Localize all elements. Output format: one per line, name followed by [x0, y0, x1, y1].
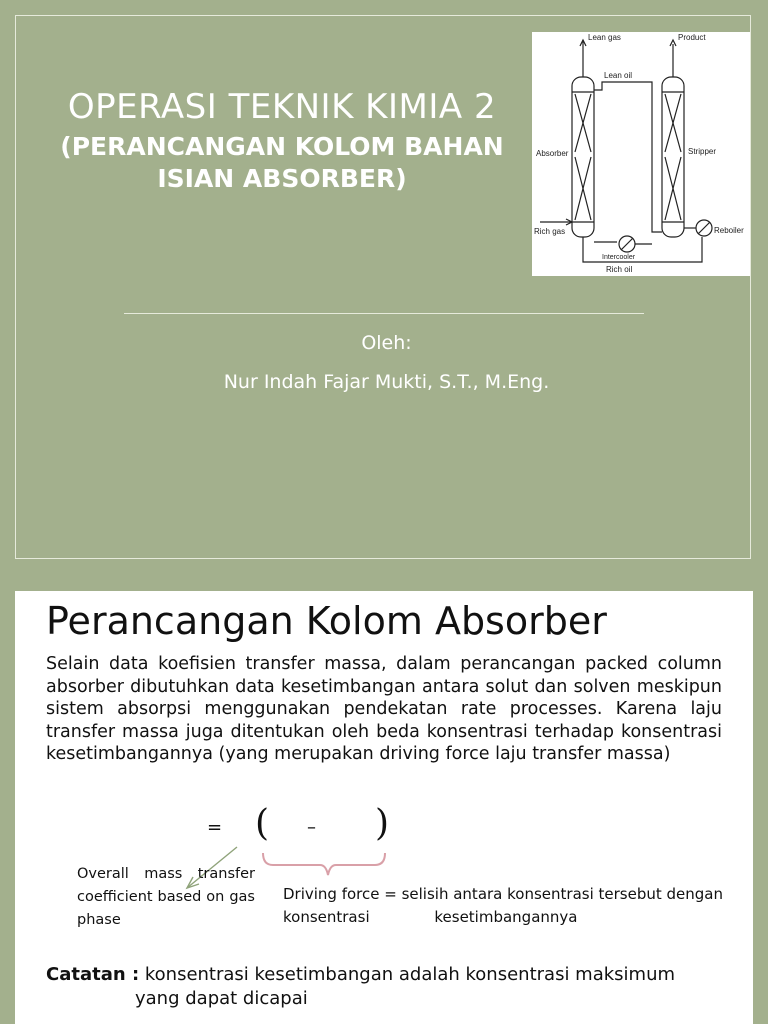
- driving-force-note: [283, 883, 749, 929]
- process-flow-svg: [532, 32, 750, 276]
- by-label: Oleh:: [361, 332, 412, 354]
- equation-equals: =: [207, 817, 223, 838]
- slide-title: OPERASI TEKNIK KIMIA 2: [67, 87, 497, 127]
- note-block: [46, 963, 722, 1011]
- title-slide: [15, 15, 751, 559]
- driving-force-line-1: Driving force = selisih antara konsentrasi tersebut dengan: [283, 885, 723, 903]
- content-slide: [15, 591, 753, 1024]
- divider-line: [124, 313, 644, 314]
- subtitle-line-1: (PERANCANGAN KOLOM BAHAN: [60, 132, 504, 161]
- slide-subtitle: [26, 131, 538, 195]
- driving-force-line-2: konsentrasi kesetimbangannya: [283, 908, 578, 926]
- label-product: Product: [678, 33, 706, 42]
- label-lean-oil: Lean oil: [604, 71, 633, 80]
- note-line-1: konsentrasi kesetimbangan adalah konsentrasi maksimum: [139, 964, 676, 985]
- note-line-2: yang dapat dicapai: [135, 988, 308, 1009]
- absorber-stripper-diagram: [532, 32, 750, 276]
- body-paragraph: Selain data koefisien transfer massa, dalam perancangan packed column absorber dibutuhkan data kesetimbangan antara solut dan solven meskipun sistem absorpsi menggunakan pendekatan rate processes. Karena laju transfer massa juga ditentukan oleh beda konsentrasi terhadap konsentrasi kesetimbangannya (yang merupakan driving force laju transfer massa): [46, 654, 722, 764]
- equation-minus: –: [307, 817, 316, 838]
- label-reboiler: Reboiler: [714, 226, 744, 235]
- brace-icon: [263, 853, 385, 875]
- author-name: Nur Indah Fajar Mukti, S.T., M.Eng.: [223, 371, 550, 393]
- overall-coefficient-note: Overall mass transfer coefficient based on gas phase: [77, 866, 255, 928]
- equation-close-paren: ): [375, 803, 390, 844]
- label-rich-oil: Rich oil: [606, 265, 633, 274]
- equation-open-paren: (: [255, 803, 270, 844]
- label-absorber: Absorber: [536, 149, 569, 158]
- label-intercooler: Intercooler: [602, 254, 636, 261]
- content-title: Perancangan Kolom Absorber: [46, 599, 607, 643]
- label-lean-gas: Lean gas: [588, 33, 621, 42]
- label-rich-gas: Rich gas: [534, 227, 566, 236]
- subtitle-line-2: ISIAN ABSORBER): [157, 164, 407, 193]
- note-label: Catatan :: [46, 964, 140, 985]
- label-stripper: Stripper: [688, 147, 717, 156]
- annotation-graphics: [15, 591, 753, 1024]
